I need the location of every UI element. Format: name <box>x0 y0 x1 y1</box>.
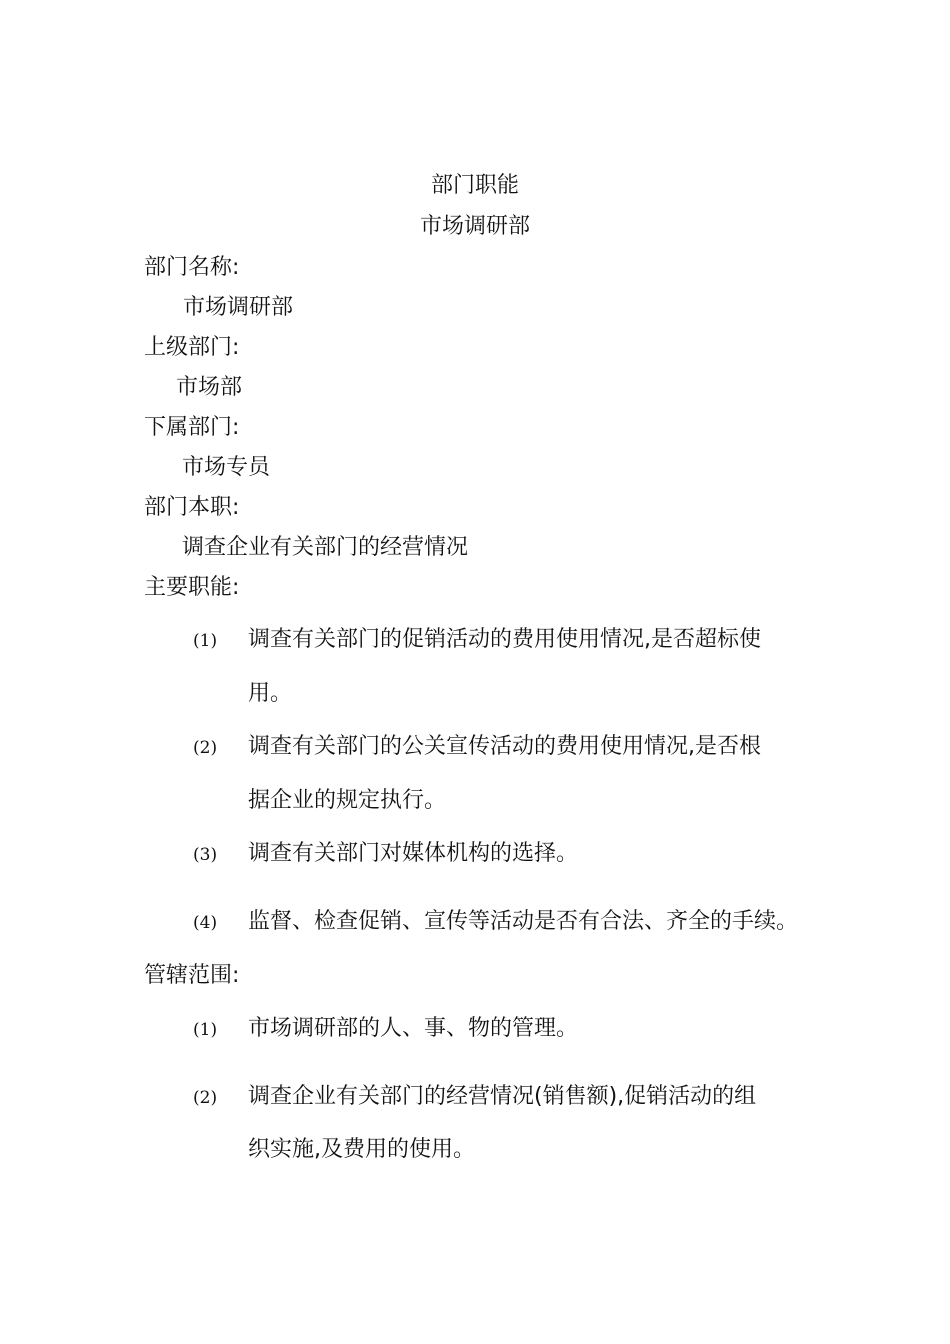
dept-name-label: 部门名称: <box>144 255 240 280</box>
function-2-line-2: 据企业的规定执行。 <box>248 788 447 813</box>
scope-1-number: (1) <box>193 1020 218 1040</box>
function-3-line-1: 调查有关部门对媒体机构的选择。 <box>248 841 579 866</box>
scope-2-line-2: 织实施,及费用的使用。 <box>248 1137 475 1162</box>
function-4-line-1: 监督、检查促销、宣传等活动是否有合法、齐全的手续。 <box>248 909 799 934</box>
parent-dept-value: 市场部 <box>176 375 243 400</box>
dept-duty-value: 调查企业有关部门的经营情况 <box>182 535 469 560</box>
function-2-number: (2) <box>193 738 218 758</box>
sub-dept-label: 下属部门: <box>144 415 240 440</box>
scope-2-number: (2) <box>193 1088 218 1108</box>
scope-1-line-1: 市场调研部的人、事、物的管理。 <box>248 1016 579 1041</box>
scope-2-line-1: 调查企业有关部门的经营情况(销售额),促销活动的组 <box>248 1084 757 1109</box>
document-title: 部门职能 <box>430 173 519 198</box>
function-3-number: (3) <box>193 845 218 865</box>
functions-label: 主要职能: <box>144 575 240 600</box>
dept-name-value: 市场调研部 <box>183 295 294 320</box>
function-4-number: (4) <box>193 913 218 933</box>
function-1-line-2: 用。 <box>248 681 293 706</box>
parent-dept-label: 上级部门: <box>144 335 240 360</box>
document-subtitle: 市场调研部 <box>419 214 530 239</box>
scope-label: 管辖范围: <box>144 963 240 988</box>
function-2-line-1: 调查有关部门的公关宣传活动的费用使用情况,是否根 <box>248 734 761 759</box>
function-1-number: (1) <box>193 631 218 651</box>
sub-dept-value: 市场专员 <box>182 455 271 480</box>
dept-duty-label: 部门本职: <box>144 495 240 520</box>
function-1-line-1: 调查有关部门的促销活动的费用使用情况,是否超标使 <box>248 627 761 652</box>
